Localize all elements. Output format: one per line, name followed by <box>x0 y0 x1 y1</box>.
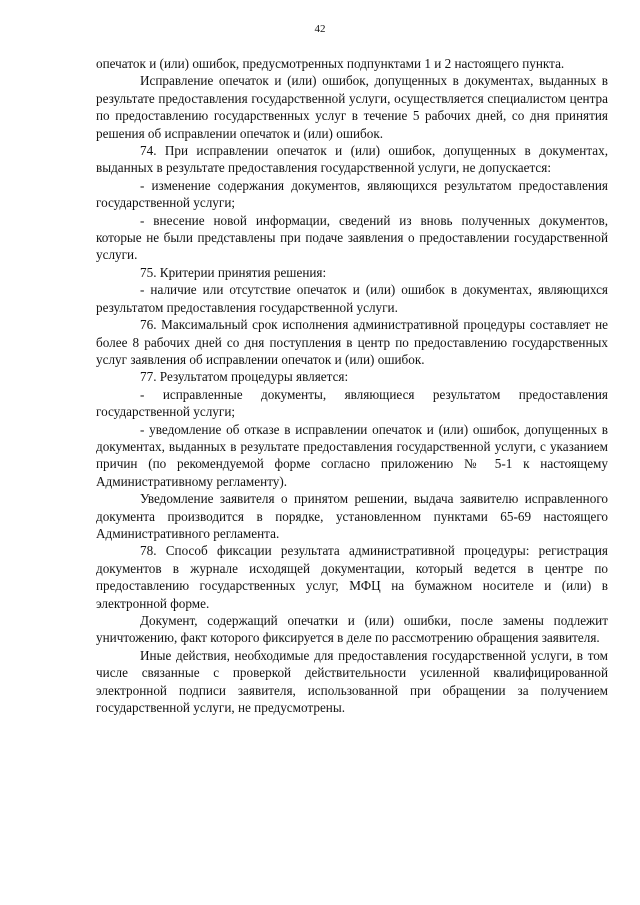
paragraph-item-74-dash-2: - внесение новой информации, сведений из вновь полученных документов, которые не были представлены при подаче заявления о предоставлении государственной услуги. <box>96 212 608 263</box>
paragraph-other-actions: Иные действия, необходимые для предоставления государственной услуги, в том числе связанные с проверкой действительности усиленной квалифицированной электронной подписи заявителя, использованной при обращении за получением государственной услуги, не предусмотрены. <box>96 647 608 716</box>
page-number: 42 <box>314 23 326 35</box>
paragraph-item-77-dash-2: - уведомление об отказе в исправлении опечаток и (или) ошибок, допущенных в документах, выданных в результате предоставления государственной услуги, с указанием причин (по рекомендуемой форме согласно приложению № 5-1 к настоящему Административному регламенту). <box>96 421 608 489</box>
paragraph-item-76: 76. Максимальный срок исполнения административной процедуры составляет не более 8 рабочих дней со дня поступления в центр по предоставлению государственных услуг заявления об исправлении опечаток и (или) ошибок. <box>96 317 608 367</box>
document-body <box>96 55 608 716</box>
paragraph-item-75-dash-1: - наличие или отсутствие опечаток и (или) ошибок в документах, являющихся результатом предоставления государственной услуги. <box>96 282 608 315</box>
paragraph-item-75: 75. Критерии принятия решения: <box>140 264 327 280</box>
paragraph-item-77: 77. Результатом процедуры является: <box>140 369 349 385</box>
paragraph-item-78: 78. Способ фиксации результата административной процедуры: регистрация документов в журнале исходящей документации, который ведется в центре по предоставлению государственных услуг, МФЦ на бумажном носителе и (или) в электронной форме. <box>96 543 608 611</box>
paragraph-correction-procedure: Исправление опечаток и (или) ошибок, допущенных в документах, выданных в результате предоставления государственной услуги, осуществляется специалистом центра по предоставлению государственных услуг в течение 5 рабочих дней, со дня принятия решения об исправлении опечаток и (или) ошибок. <box>96 73 608 141</box>
paragraph-item-77-dash-1: - исправленные документы, являющиеся результатом предоставления государственной услуги; <box>96 386 608 420</box>
paragraph-notification: Уведомление заявителя о принятом решении, выдача заявителю исправленного документа производится в порядке, установленном пунктами 65-69 настоящего Административного регламента. <box>96 491 608 541</box>
paragraph-continuation: опечаток и (или) ошибок, предусмотренных подпунктами 1 и 2 настоящего пункта. <box>96 56 565 71</box>
paragraph-document-destruction: Документ, содержащий опечатки и (или) ошибки, после замены подлежит уничтожению, факт которого фиксируется в деле по рассмотрению обращения заявителя. <box>96 613 608 646</box>
paragraph-item-74: 74. При исправлении опечаток и (или) ошибок, допущенных в документах, выданных в результате предоставления государственной услуги, не допускается: <box>96 143 608 176</box>
paragraph-item-74-dash-1: - изменение содержания документов, являющихся результатом предоставления государственной услуги; <box>96 177 608 211</box>
